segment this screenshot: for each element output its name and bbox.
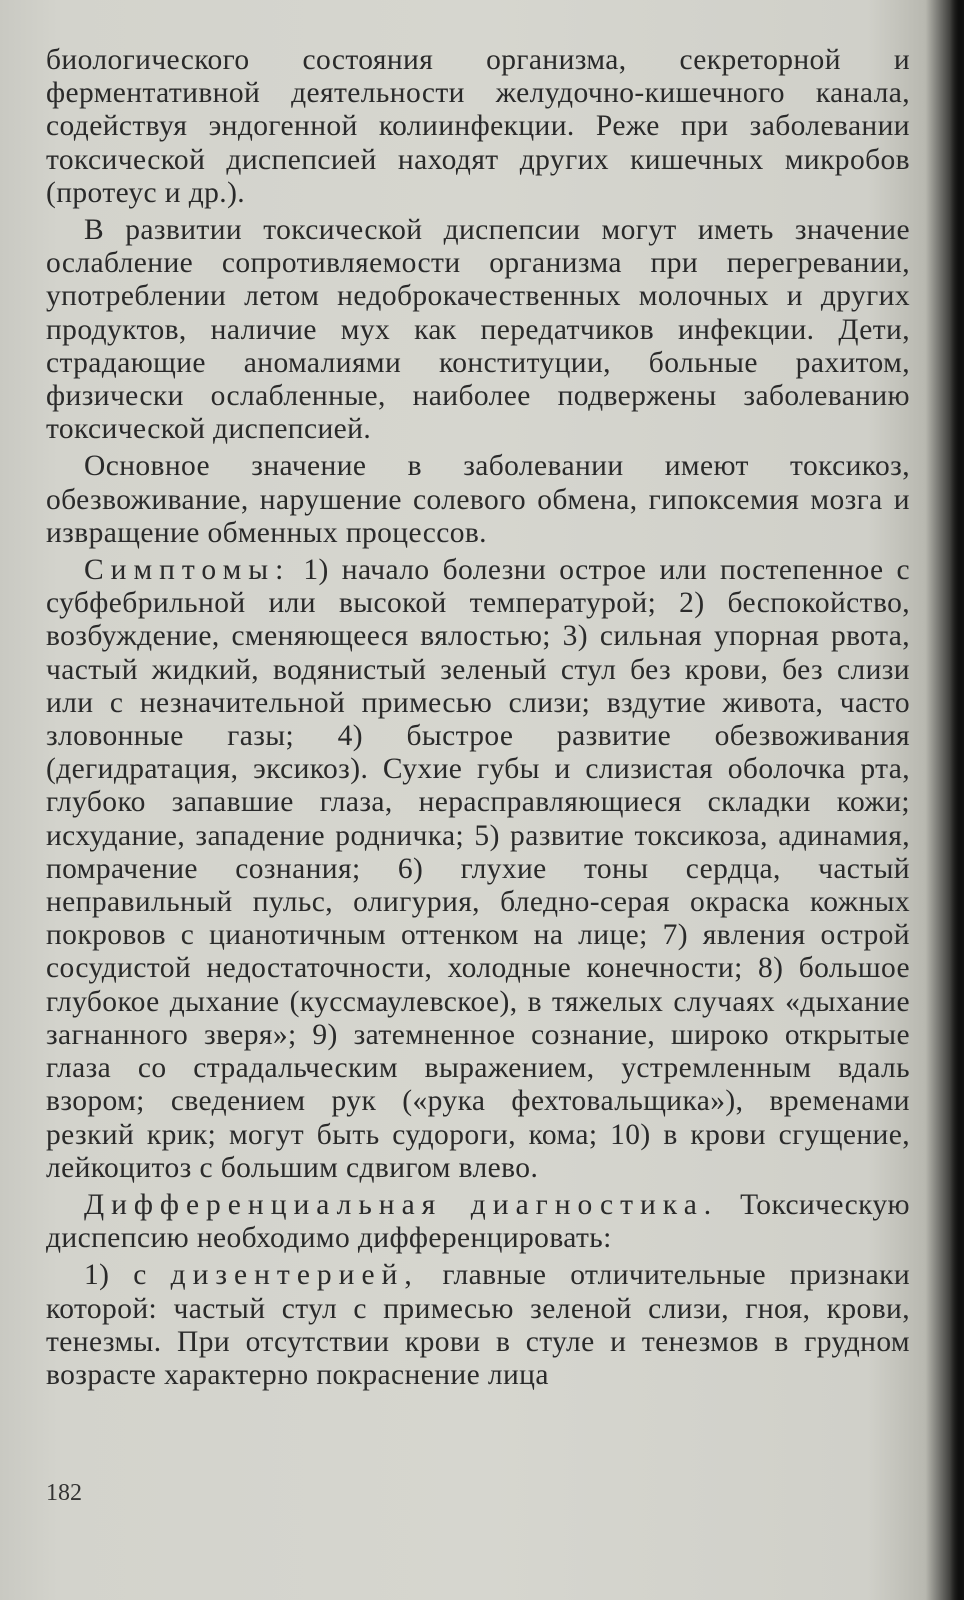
paragraph-differential <box>46 1189 910 1255</box>
paragraph-dysentery <box>46 1259 910 1392</box>
paragraph-3-text: Основное значение в заболевании имеют токсикоз, обезвоживание, нарушение солевого обмена, гипоксемия мозга и извращение обменных процессов. <box>46 450 910 549</box>
page-number: 182 <box>46 1480 82 1506</box>
differential-text: Токсическую диспепсию необходимо дифференцировать: <box>46 1188 910 1255</box>
paragraph-2-text: В развитии токсической диспепсии могут иметь значение ослабление сопротивляемости организма при перегревании, употреблении летом недоброкачественных молочных и других продуктов, наличие мух как передатчиков инфекции. Дети, страдающие аномалиями конституции, больные рахитом, физически ослабленные, наиболее подвержены заболеванию токсической диспепсией. <box>46 214 910 446</box>
paragraph-2 <box>46 214 910 446</box>
paragraph-symptoms <box>46 554 910 1185</box>
differential-heading: Дифференциальная диагностика. <box>84 1188 719 1221</box>
dysentery-heading: дизентерией, <box>170 1259 419 1292</box>
paragraph-1 <box>46 44 910 210</box>
symptoms-text: 1) начало болезни острое или постепенное с субфебрильной или высокой температурой; 2) беспокойство, возбуждение, сменяющееся вялостью; 3) сильная упорная рвота, частый жидкий, водянистый зеленый стул без крови, без слизи или с незначительной примесью слизи; вздутие живота, часто зловонные газы; 4) быстрое развитие обезвоживания (дегидратация, эксикоз). Сухие губы и слизистая оболочка рта, глубоко запавшие глаза, нерасправляющиеся складки кожи; исхудание, западение родничка; 5) развитие токсикоза, адинамия, помрачение сознания; 6) глухие тоны сердца, частый неправильный пульс, олигурия, бледно-серая окраска кожных покровов с цианотичным оттенком на лице; 7) явления острой сосудистой недостаточности, холодные конечности; 8) большое глубокое дыхание (куссмаулевское), в тяжелых случаях «дыхание загнанного зверя»; 9) затемненное сознание, широко открытые глаза со страдальческим выражением, устремленным вдаль взором; сведением рук («рука фехтовальщика»), временами резкий крик; могут быть судороги, кома; 10) в крови сгущение, лейкоцитоз с большим сдвигом влево. <box>46 554 910 1184</box>
symptoms-heading: Симптомы: <box>84 554 291 587</box>
dysentery-text: главные отличительные признаки которой: частый стул с примесью зеленой слизи, гноя, крови, тенезмы. При отсутствии крови в стуле и тенезмов в грудном возрасте характерно покраснение лица <box>46 1259 911 1391</box>
paragraph-1-text: биологического состояния организма, секреторной и ферментативной деятельности желудочно-кишечного канала, содействуя эндогенной колиинфекции. Реже при заболевании токсической диспепсией находят других кишечных микробов (протеус и др.). <box>46 44 910 209</box>
spine-shadow <box>950 0 964 1600</box>
dysentery-prefix: 1) с <box>84 1259 171 1292</box>
paragraph-3 <box>46 450 910 550</box>
body-text <box>46 44 910 1392</box>
